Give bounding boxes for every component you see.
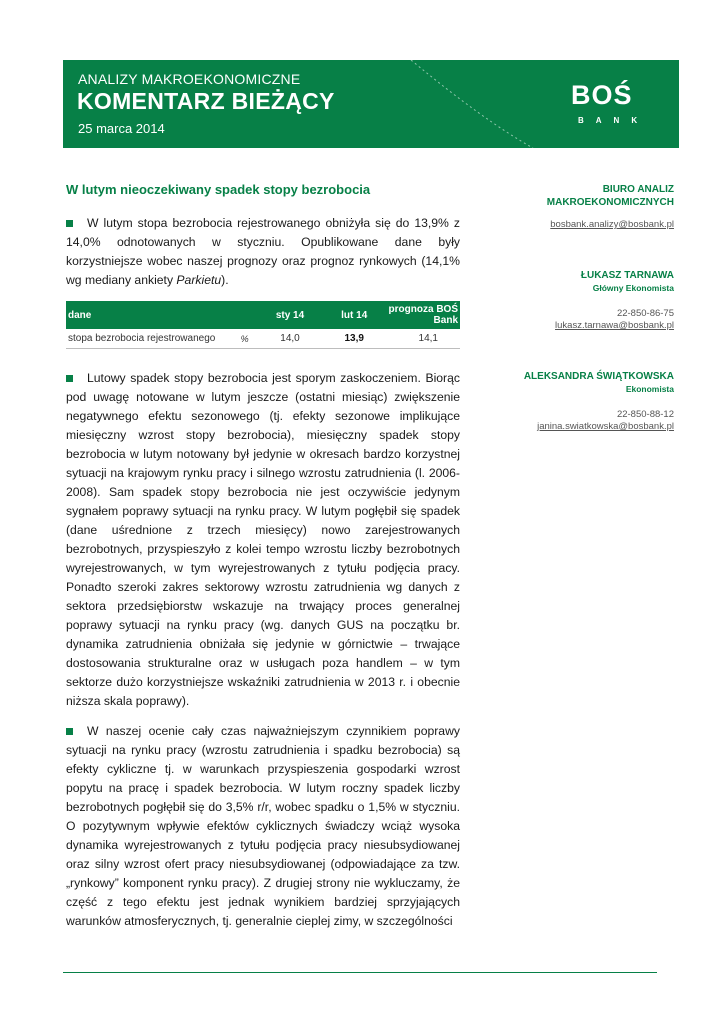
logo-subtitle: BANK (578, 116, 650, 125)
contact-name: ALEKSANDRA ŚWIĄTKOWSKA (523, 371, 674, 382)
bullet-square-icon (66, 220, 73, 227)
contact-person (480, 270, 674, 331)
bullet-square-icon (66, 375, 73, 382)
dept-email-link[interactable]: bosbank.analizy@bosbank.pl (550, 219, 674, 230)
contact-person (480, 371, 674, 432)
paragraph-1-italic: Parkietu (176, 273, 222, 287)
bos-bank-logo (567, 80, 667, 130)
logo-wordmark: BOŚ (571, 80, 633, 110)
table-cell-sty: 14,0 (258, 329, 322, 349)
dept-name-line1: BIURO ANALIZ (602, 184, 674, 195)
paragraph-1 (66, 214, 460, 290)
paragraph-3 (66, 722, 460, 931)
table-header-cell: sty 14 (258, 301, 322, 329)
footer-divider (63, 972, 657, 973)
dept-name-line2: MAKROEKONOMICZNYCH (546, 197, 674, 208)
header-banner (63, 60, 679, 148)
table-header-row (66, 301, 460, 329)
paragraph-1-end: ). (221, 273, 229, 287)
contact-role: Główny Ekonomista (592, 283, 674, 293)
paragraph-2 (66, 369, 460, 711)
unemployment-table (66, 301, 460, 349)
table-header-cell: lut 14 (322, 301, 386, 329)
report-date: 25 marca 2014 (78, 121, 165, 136)
report-title: KOMENTARZ BIEŻĄCY (77, 88, 335, 114)
paragraph-1-text: W lutym stopa bezrobocia rejestrowanego obniżyła się do 13,9% z 14,0% odnotowanych w styczniu. Opublikowane dane były korzystniejsze wobec naszej prognozy oraz prognoz rynkowych (14,1% wg mediany ankiety (66, 216, 460, 287)
table-header-cell (231, 301, 258, 329)
table-cell-lut: 13,9 (322, 329, 386, 349)
table-header-cell: dane (66, 301, 231, 329)
paragraph-2-text: Lutowy spadek stopy bezrobocia jest sporym zaskoczeniem. Biorąc pod uwagę notowane w lutym jeszcze (ostatni miesiąc) zwiększenie negatywnego efektu sezonowego (tj. efekty sezonowe implikujące miesięczny wzrost stopy bezrobocia), miesięczny spadek stopy bezrobocia w lutym notowany był jedynie w okresach bardzo korzystnej sytuacji na krajowym rynku pracy i silnego wzrostu zatrudnienia (l. 2006-2008). Sam spadek stopy bezrobocia nie jest oczywiście jedynym sygnałem poprawy sytuacji na rynku pracy. W lutym pogłębił się spadek (dane uśrednione z trzech miesięcy) nowo zarejestrowanych bezrobotnych, przyspieszyło z kolei tempo wzrostu liczby bezrobotnych wyrejestrowanych, w tym wyrejestrowanych z tytułu podjęcia pracy. Ponadto szeroki zakres sektorowy wzrostu zatrudnienia wg danych z sektora przedsiębiorstw wskazuje na trwający proces generalnej poprawy sytuacji na rynku pracy (wg. danych GUS na początku br. dynamika zatrudnienia obniżała się jedynie w górnictwie – trwające dostosowania strukturalne oraz w usługach poza handlem – w tym sektorze dużo korzystniejsze wskaźniki zatrudnienia w 2013 r. i obecnie niższa skala poprawy). (66, 371, 460, 708)
table-row (66, 329, 460, 349)
article-column (66, 182, 460, 942)
paragraph-3-text: W naszej ocenie cały czas najważniejszym czynnikiem poprawy sytuacji na rynku pracy (wzrostu zatrudnienia i spadku bezrobocia) są efekty cykliczne tj. w warunkach przyspieszenia gospodarki wzrost popytu na pracę i spadek bezrobocia. W lutym roczny spadek liczby bezrobotnych pogłębił się do 3,5% r/r, wobec spadku o 1,5% w styczniu. O pozytywnym wpływie efektów cyklicznych świadczy wciąż wysoka dynamika wyrejestrowanych z tytułu podjęcia pracy niesubsydiowanej oraz silny wzrost ofert pracy niesubsydiowanej (odpowiadające za tzw. „rynkowy” komponent rynku pracy). Z drugiej strony nie wykluczamy, że część z tego efektu jest jednak wynikiem bardziej sprzyjających warunków atmosferycznych, tj. generalnie cieplej zimy, w szczególności (66, 724, 460, 928)
contact-phone: 22-850-88-12 (616, 409, 674, 420)
article-heading: W lutym nieoczekiwany spadek stopy bezrobocia (66, 182, 371, 197)
contact-sidebar (480, 183, 674, 432)
table-cell-prognoza: 14,1 (386, 329, 460, 349)
contact-email-link[interactable]: janina.swiatkowska@bosbank.pl (537, 421, 674, 432)
bullet-square-icon (66, 728, 73, 735)
table-cell-label: stopa bezrobocia rejestrowanego (66, 329, 231, 349)
contact-role: Ekonomista (625, 384, 674, 394)
table-cell-unit: % (231, 329, 258, 349)
contact-phone: 22-850-86-75 (616, 308, 674, 319)
report-series: ANALIZY MAKROEKONOMICZNE (78, 71, 301, 87)
contact-name: ŁUKASZ TARNAWA (580, 270, 674, 281)
table-header-cell: prognoza BOŚ Bank (386, 301, 460, 329)
contact-email-link[interactable]: lukasz.tarnawa@bosbank.pl (555, 320, 674, 331)
